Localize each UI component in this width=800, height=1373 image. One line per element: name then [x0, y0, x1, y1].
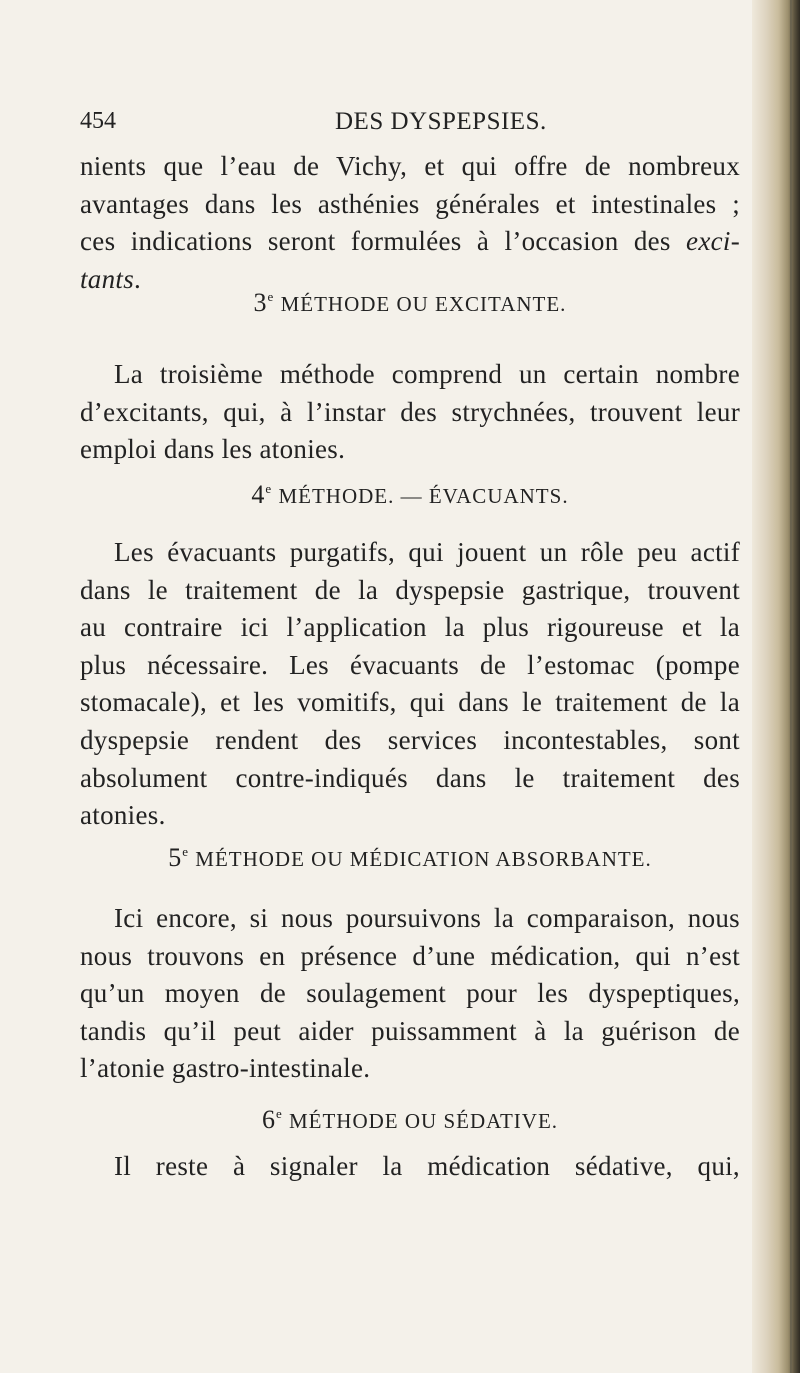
- paragraph-method-5: [80, 900, 740, 1088]
- paragraph-line: atonies.: [80, 800, 166, 831]
- paragraph-line: Ici encore, si nous poursuivons la comparaison, nous: [114, 903, 740, 933]
- paragraph-line: Il reste à signaler la médication sédative, qui,: [114, 1151, 740, 1181]
- paragraph-line: avantages dans les asthénies générales et intestinales ;: [80, 188, 740, 219]
- paragraph-line: nients que l’eau de Vichy, et qui offre de nombreux: [80, 151, 740, 181]
- heading-superscript: e: [275, 1106, 283, 1121]
- page-header: [80, 108, 740, 144]
- paragraph-line: emploi dans les atonies.: [80, 434, 346, 465]
- paragraph-line: qu’un moyen de soulagement pour les dyspeptiques,: [80, 978, 740, 1009]
- section-heading-method-3: [80, 288, 740, 318]
- heading-number: 3: [253, 288, 268, 317]
- heading-text: MÉTHODE OU SÉDATIVE.: [282, 1109, 559, 1133]
- heading-superscript: e: [182, 844, 190, 859]
- paragraph-line: La troisième méthode comprend un certain nombre: [114, 359, 740, 389]
- paragraph-line: stomacale), et les vomitifs, qui dans le traitement de la: [80, 687, 740, 718]
- heading-text: MÉTHODE. — ÉVACUANTS.: [272, 484, 569, 508]
- page-edge-line: [790, 0, 792, 1373]
- heading-superscript: e: [267, 289, 275, 304]
- heading-number: 5: [168, 843, 183, 872]
- paragraph-line: d’excitants, qui, à l’instar des strychnées, trouvent leur: [80, 396, 740, 427]
- paragraph-line: l’atonie gastro-intestinale.: [80, 1053, 371, 1084]
- heading-superscript: e: [265, 481, 273, 496]
- heading-number: 6: [261, 1105, 276, 1134]
- italic-word: tants: [80, 263, 135, 294]
- section-heading-method-6: [80, 1105, 740, 1135]
- heading-number: 4: [251, 480, 266, 509]
- line-text: ces indications seront formulées à l’occasion des: [80, 226, 687, 257]
- paragraph-method-4: [80, 534, 740, 835]
- paragraph-line: plus nécessaire. Les évacuants de l’estomac (pompe: [80, 649, 740, 680]
- paragraph-line: absolument contre-indiqués dans le traitement des: [80, 762, 740, 793]
- paragraph-line: [80, 223, 740, 261]
- line-text: .: [134, 263, 142, 294]
- section-heading-method-4: [80, 480, 740, 510]
- paragraph-method-6: [80, 1148, 740, 1186]
- paragraph-method-3: [80, 356, 740, 469]
- running-title: DES DYSPEPSIES.: [335, 108, 547, 135]
- section-heading-method-5: [80, 843, 740, 873]
- paragraph-line: dyspepsie rendent des services incontestables, sont: [80, 724, 740, 755]
- paragraph-line: dans le traitement de la dyspepsie gastrique, trouvent: [80, 574, 740, 605]
- paragraph-line: nous trouvons en présence d’une médication, qui n’est: [80, 940, 740, 971]
- paragraph-line: au contraire ici l’application la plus rigoureuse et la: [80, 612, 740, 643]
- italic-word: exci-: [686, 226, 740, 257]
- page-number: 454: [80, 108, 116, 134]
- paragraph-continuation: [80, 148, 740, 298]
- paragraph-line: tandis qu’il peut aider puissamment à la guérison de: [80, 1015, 740, 1046]
- paragraph-line: Les évacuants purgatifs, qui jouent un rôle peu actif: [114, 537, 740, 567]
- heading-text: MÉTHODE OU MÉDICATION ABSORBANTE.: [189, 847, 652, 871]
- page-edge-shadow: [752, 0, 800, 1373]
- heading-text: MÉTHODE OU EXCITANTE.: [274, 292, 567, 316]
